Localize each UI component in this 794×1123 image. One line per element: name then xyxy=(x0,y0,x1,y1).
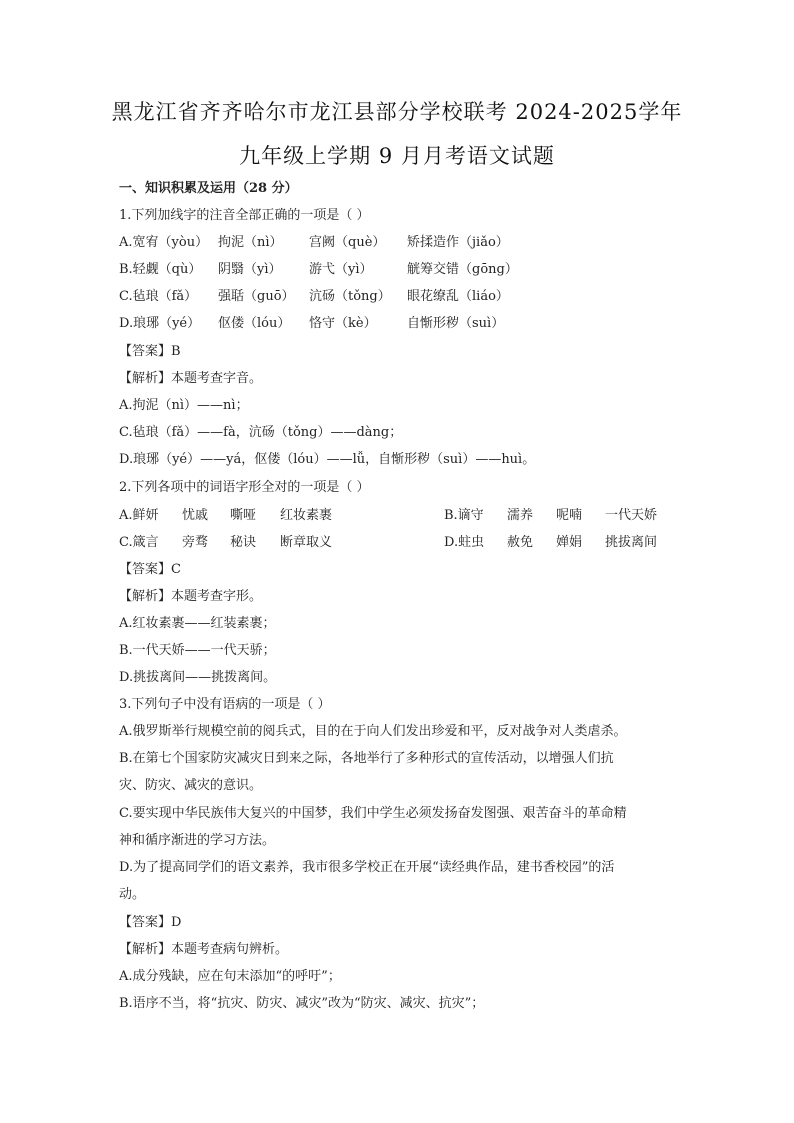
q1-analysis-3: D.琅琊（yé）——yá，伛偻（lóu）——lǚ，自惭形秽（suì）——huì。 xyxy=(119,452,536,467)
document-title-line1: 黑龙江省齐齐哈尔市龙江县部分学校联考 2024-2025学年 xyxy=(111,100,683,124)
q2-option-a-1: A.鲜妍 xyxy=(119,508,159,523)
q1-option-d-4: 自惭形秽（suì） xyxy=(407,316,505,331)
q3-line-0: A.俄罗斯举行规模空前的阅兵式，目的在于向人们发出珍爱和平，反对战争对人类虐杀。 xyxy=(119,724,627,739)
q3-stem: 3.下列句子中没有语病的一项是（ ） xyxy=(119,697,331,712)
q2-option-a-4: 红妆素裹 xyxy=(280,508,333,523)
q1-option-a-4: 矫揉造作（jiǎo） xyxy=(407,235,509,250)
q3-analysis-0: 【解析】本题考查病句辨析。 xyxy=(119,942,289,957)
q1-analysis-2: C.毡琅（fǎ）——fà，沆砀（tǒng）——dàng； xyxy=(119,425,403,440)
q1-option-a-1: A.宽宥（yòu） xyxy=(119,235,209,250)
q2-option-c-3: 秘诀 xyxy=(230,535,257,550)
q1-stem: 1.下列加线字的注音全部正确的一项是（ ） xyxy=(119,208,370,223)
q1-option-d-3: 恪守（kè） xyxy=(309,316,377,331)
q2-option-d-2: 赦免 xyxy=(507,535,534,550)
q1-option-d-2: 伛偻（lóu） xyxy=(218,316,291,331)
document-title-line2: 九年级上学期 9 月月考语文试题 xyxy=(239,144,555,168)
q1-analysis-0: 【解析】本题考查字音。 xyxy=(119,371,263,386)
q1-answer: 【答案】B xyxy=(119,344,181,359)
q2-option-b-2: 濡养 xyxy=(507,508,534,523)
q3-line-2: 灾、防灾、减灾的意识。 xyxy=(119,778,263,793)
q1-option-c-4: 眼花缭乱（liáo） xyxy=(407,289,509,304)
q1-analysis-1: A.拘泥（nì）——nì； xyxy=(119,398,249,413)
q3-line-5: D.为了提高同学们的语文素养，我市很多学校正在开展“读经典作品，建书香校园”的活 xyxy=(119,860,615,875)
q2-answer: 【答案】C xyxy=(119,562,181,577)
q2-analysis-2: B.一代天娇——一代天骄； xyxy=(119,643,276,658)
q3-line-6: 动。 xyxy=(119,887,146,902)
q1-option-b-2: 阴翳（yì） xyxy=(218,262,282,277)
q1-option-c-1: C.毡琅（fǎ） xyxy=(119,289,198,304)
q1-option-a-2: 拘泥（nì） xyxy=(218,235,283,250)
q1-option-b-4: 觥筹交错（gōng） xyxy=(407,262,518,277)
q1-option-d-1: D.琅琊（yé） xyxy=(119,316,201,331)
q2-stem: 2.下列各项中的词语字形全对的一项是（ ） xyxy=(119,480,370,495)
q2-option-d-1: D.蛀虫 xyxy=(444,535,485,550)
q1-option-c-2: 强聒（guō） xyxy=(218,289,295,304)
q3-line-3: C.要实现中华民族伟大复兴的中国梦，我们中学生必须发扬奋发图强、艰苦奋斗的革命精 xyxy=(119,806,627,821)
q1-option-b-1: B.轻觑（qù） xyxy=(119,262,202,277)
q1-option-b-3: 游弋（yì） xyxy=(309,262,373,277)
q2-option-d-4: 挑拔离间 xyxy=(605,535,658,550)
q2-option-d-3: 婵娟 xyxy=(556,535,583,550)
q2-option-c-2: 旁骛 xyxy=(182,535,209,550)
q3-analysis-1: A.成分残缺，应在句末添加“的呼吁”； xyxy=(119,969,341,984)
section-heading: 一、知识积累及运用（28 分） xyxy=(119,181,298,196)
q2-option-c-1: C.箴言 xyxy=(119,535,159,550)
q3-line-1: B.在第七个国家防灾减灾日到来之际，各地举行了多种形式的宣传活动，以增强人们抗 xyxy=(119,751,614,766)
q2-analysis-0: 【解析】本题考查字形。 xyxy=(119,589,263,604)
q2-option-c-4: 断章取义 xyxy=(280,535,333,550)
q2-analysis-3: D.挑拔离间——挑拨离间。 xyxy=(119,670,277,685)
q3-line-4: 神和循序渐进的学习方法。 xyxy=(119,833,276,848)
q2-option-b-3: 呢喃 xyxy=(556,508,583,523)
q2-option-a-3: 嘶哑 xyxy=(230,508,257,523)
q2-analysis-1: A.红妆素裹——红装素裹； xyxy=(119,616,276,631)
q3-answer: 【答案】D xyxy=(119,915,182,930)
q1-option-c-3: 沆砀（tǒng） xyxy=(309,289,391,304)
q1-option-a-3: 宫阙（què） xyxy=(309,235,386,250)
q2-option-b-1: B.谪守 xyxy=(444,508,484,523)
q2-option-b-4: 一代天娇 xyxy=(605,508,658,523)
q3-analysis-2: B.语序不当，将“抗灾、防灾、减灾”改为“防灾、减灾、抗灾”； xyxy=(119,996,485,1011)
q2-option-a-2: 忧戚 xyxy=(182,508,209,523)
